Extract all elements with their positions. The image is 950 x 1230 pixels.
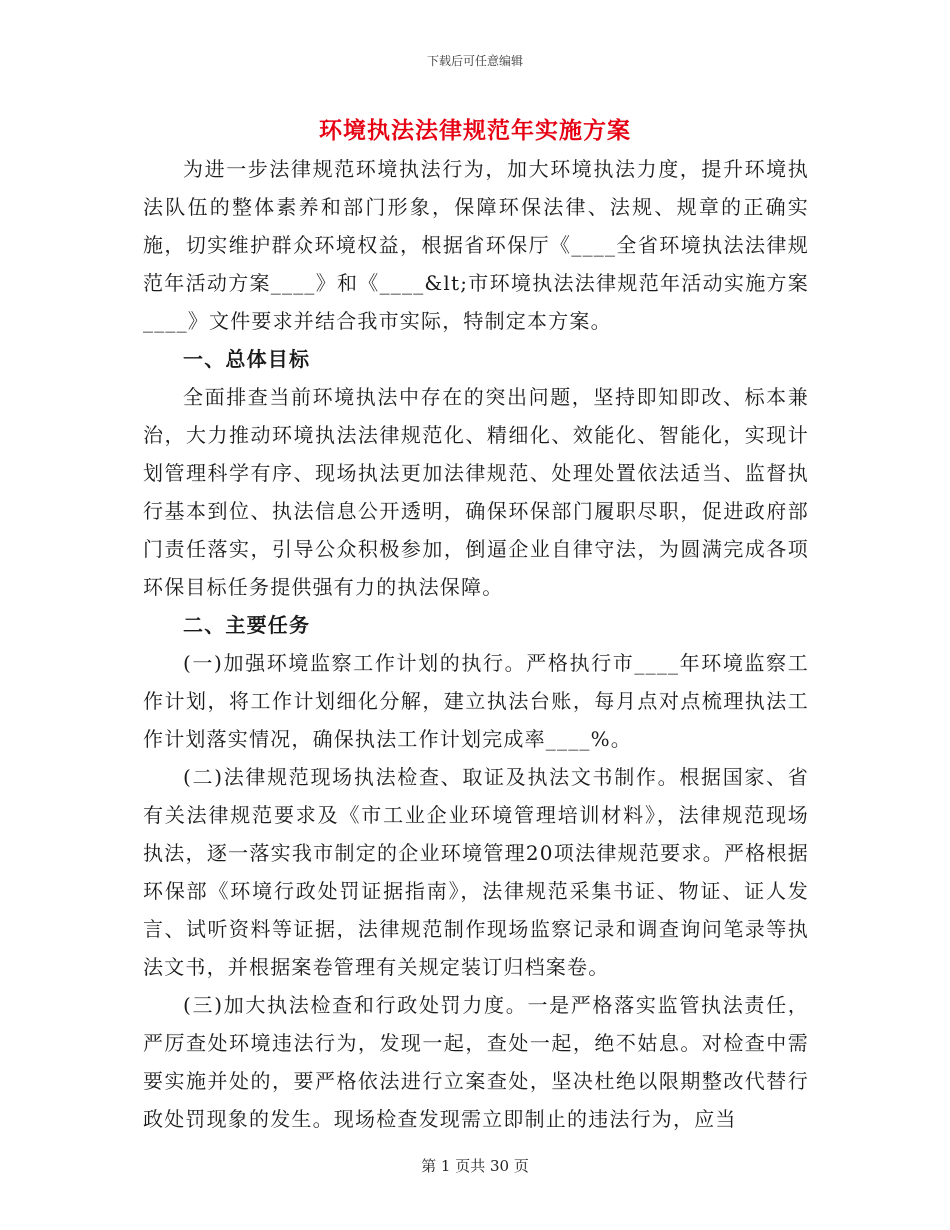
section-heading-goals: 一、总体目标 (183, 347, 311, 371)
intro-paragraph: 为进一步法律规范环境执法行为，加大环境执法力度，提升环境执法队伍的整体素养和部门形象，保障环保法律、法规、规章的正确实施，切实维护群众环境权益，根据省环保厅《____全省环境执法法律规范年活动方案____》和《____&lt;市环境执法法律规范年活动实施方案____》文件要求并结合我市实际，特制定本方案。 (143, 157, 809, 333)
goals-paragraph: 全面排查当前环境执法中存在的突出问题，坚持即知即改、标本兼治，大力推动环境执法法律规范化、精细化、效能化、智能化，实现计划管理科学有序、现场执法更加法律规范、处理处置依法适当、监督执行基本到位、执法信息公开透明，确保环保部门履职尽职，促进政府部门责任落实，引导公众积极参加，倒逼企业自律守法，为圆满完成各项环保目标任务提供强有力的执法保障。 (143, 385, 809, 599)
document-title: 环境执法法律规范年实施方案 (319, 117, 631, 144)
task-paragraph-2: (二)法律规范现场执法检查、取证及执法文书制作。根据国家、省有关法律规范要求及《市工业企业环境管理培训材料》，法律规范现场执法，逐一落实我市制定的企业环境管理20项法律规范要求。严格根据环保部《环境行政处罚证据指南》，法律规范采集书证、物证、证人发言、试听资料等证据，法律规范制作现场监察记录和调查询问笔录等执法文书，并根据案卷管理有关规定装订归档案卷。 (143, 765, 809, 979)
task-paragraph-3: (三)加大执法检查和行政处罚力度。一是严格落实监管执法责任，严厉查处环境违法行为，发现一起，查处一起，绝不姑息。对检查中需要实施并处的，要严格依法进行立案查处，坚决杜绝以限期整改代替行政处罚现象的发生。现场检查发现需立即制止的违法行为，应当 (143, 993, 809, 1131)
page-header: 下载后可任意编辑 (426, 54, 523, 68)
section-heading-tasks: 二、主要任务 (183, 613, 311, 637)
task-paragraph-1: (一)加强环境监察工作计划的执行。严格执行市____年环境监察工作计划，将工作计划细化分解，建立执法台账，每月点对点梳理执法工作计划落实情况，确保执法工作计划完成率____%。 (143, 651, 809, 751)
page-number: 第 1 页共 30 页 (421, 1157, 529, 1175)
document-body (143, 150, 809, 1138)
